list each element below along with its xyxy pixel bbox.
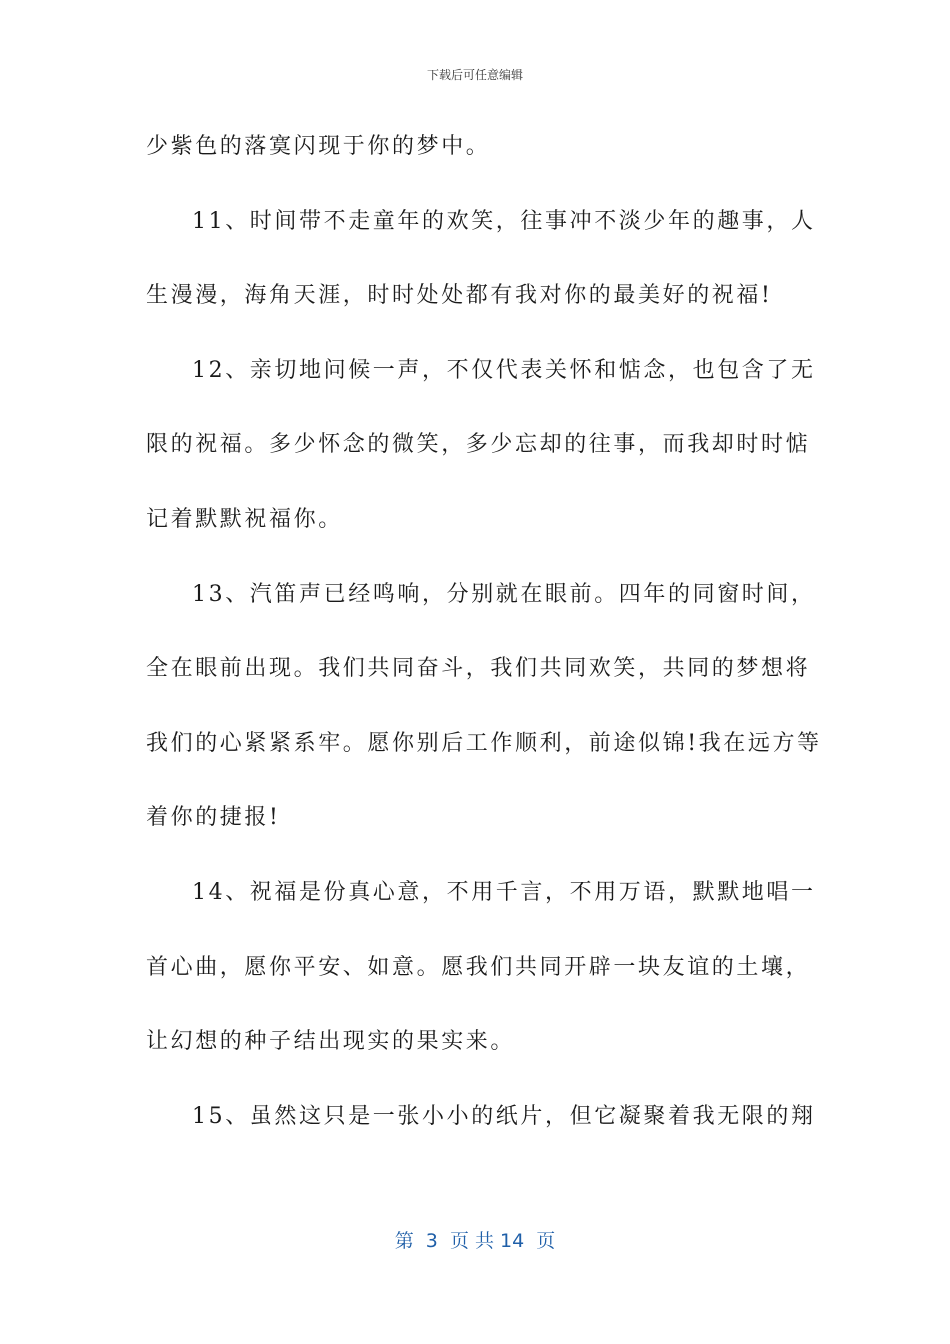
text-line: 限的祝福。多少怀念的微笑，多少忘却的往事，而我却时时惦 <box>146 432 811 458</box>
text-line: 我们的心紧紧系牢。愿你别后工作顺利，前途似锦!我在远方等 <box>146 730 822 756</box>
text-line: 少紫色的落寞闪现于你的梦中。 <box>146 134 491 159</box>
document-body <box>146 120 822 1164</box>
text-line: 12、亲切地问候一声，不仅代表关怀和惦念，也包含了无 <box>192 357 816 383</box>
text-line: 11、时间带不走童年的欢笑，往事冲不淡少年的趣事，人 <box>192 208 816 234</box>
page-header-note: 下载后可任意编辑 <box>426 68 523 82</box>
text-line: 让幻想的种子结出现实的果实来。 <box>146 1029 516 1055</box>
text-line: 14、祝福是份真心意，不用千言，不用万语，默默地唱一 <box>192 879 816 905</box>
text-line: 生漫漫，海角天涯，时时处处都有我对你的最美好的祝福! <box>146 283 773 309</box>
text-line: 记着默默祝福你。 <box>146 506 343 532</box>
text-line: 全在眼前出现。我们共同奋斗，我们共同欢笑，共同的梦想将 <box>146 656 811 682</box>
page-number: 第 3 页 共 14 页 <box>394 1230 556 1252</box>
text-line: 着你的捷报! <box>146 805 281 831</box>
text-line: 13、汽笛声已经鸣响，分别就在眼前。四年的同窗时间， <box>192 581 816 607</box>
text-line: 首心曲，愿你平安、如意。愿我们共同开辟一块友谊的土壤， <box>146 954 811 980</box>
text-line: 15、虽然这只是一张小小的纸片，但它凝聚着我无限的翔 <box>192 1103 816 1129</box>
